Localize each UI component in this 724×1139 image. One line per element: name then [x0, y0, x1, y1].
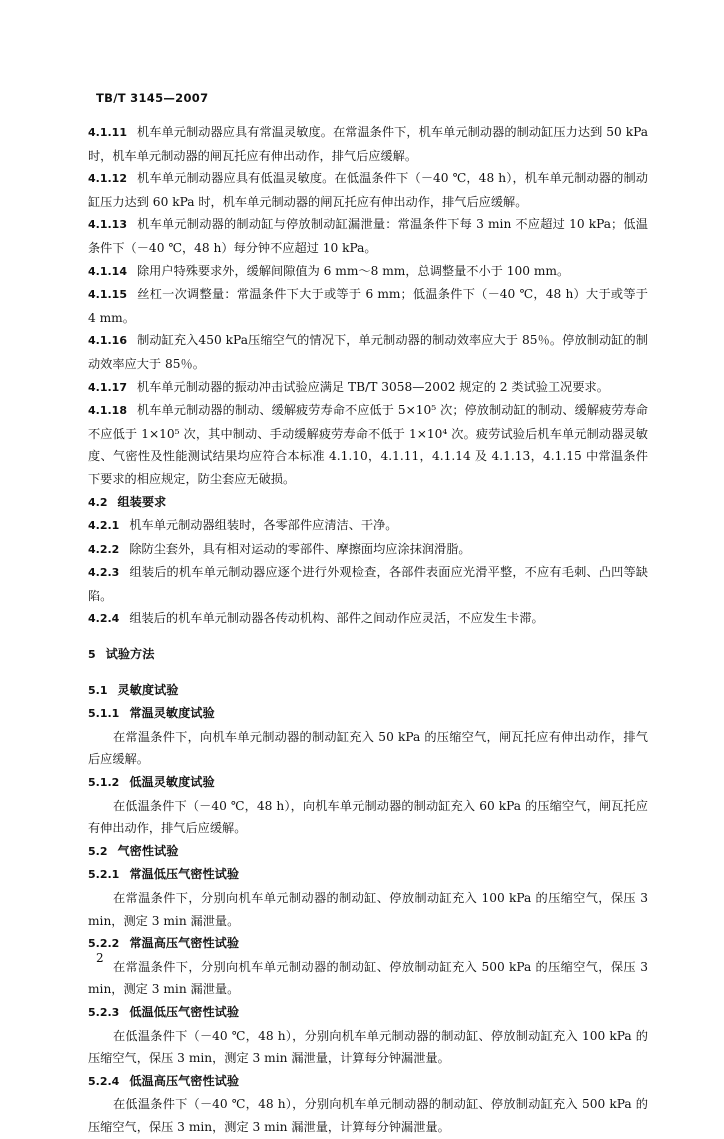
section-5-1-2-text: 在低温条件下（－40 ℃，48 h），向机车单元制动器的制动缸充入 60 kPa 的压缩空气，闸瓦托应有伸出动作，排气后应缓解。: [88, 798, 648, 836]
document-code-header: TB/T 3145—2007: [96, 91, 209, 105]
clause-text: 丝杠一次调整量：常温条件下大于或等于 6 mm；低温条件下（－40 ℃，48 h）大于或等于 4 mm。: [88, 287, 648, 325]
clause-4-1-16: [88, 329, 648, 375]
section-number: 5.2.1: [88, 868, 120, 882]
clause-number: 4.2.4: [88, 612, 120, 626]
section-5-2-3-text: 在低温条件下（－40 ℃，48 h），分别向机车单元制动器的制动缸、停放制动缸充入 100 kPa 的压缩空气，保压 3 min，测定 3 min 漏泄量，计算每分钟漏泄量。: [88, 1028, 648, 1066]
clause-4-1-13: [88, 213, 648, 259]
clause-text: 组装后的机车单元制动器各传动机构、部件之间动作应灵活，不应发生卡滞。: [129, 611, 544, 626]
clause-number: 4.1.11: [88, 126, 127, 139]
section-number: 5.2: [88, 844, 108, 858]
section-5-2-2-heading: [88, 932, 648, 956]
clause-4-1-14: [88, 260, 648, 284]
section-title: 试验方法: [105, 647, 155, 662]
section-title: 低温高压气密性试验: [129, 1073, 240, 1088]
section-number: 5.1.1: [88, 707, 120, 721]
clause-4-1-11: [88, 121, 648, 167]
clause-number: 4.1.18: [88, 404, 127, 418]
page-number: 2: [96, 951, 104, 965]
clause-text: 机车单元制动器应具有低温灵敏度。在低温条件下（－40 ℃，48 h），机车单元制动器的制动缸压力达到 60 kPa 时，机车单元制动器的闸瓦托应有伸出动作，排气后应缓解。: [88, 171, 648, 209]
clause-text: 制动缸充入450 kPa压缩空气的情况下，单元制动器的制动效率应大于 85％。停放制动缸的制动效率应大于 85％。: [88, 333, 648, 371]
clause-4-2-1: [88, 514, 648, 538]
section-number: 4.2: [88, 495, 108, 509]
section-number: 5.2.3: [88, 1005, 120, 1019]
section-title: 常温低压气密性试验: [129, 867, 240, 882]
section-5-1-heading: [88, 679, 648, 703]
clause-4-2-4: [88, 607, 648, 631]
clause-text: 除防尘套外，具有相对运动的零部件、摩擦面均应涂抹润滑脂。: [129, 541, 471, 556]
section-5-2-1-text: 在常温条件下，分别向机车单元制动器的制动缸、停放制动缸充入 100 kPa 的压缩空气，保压 3 min，测定 3 min 漏泄量。: [88, 891, 648, 928]
section-number: 5.2.2: [88, 937, 120, 951]
section-number: 5.1.2: [88, 776, 120, 790]
section-title: 气密性试验: [117, 843, 179, 858]
clause-4-1-17: [88, 376, 648, 400]
clause-text: 机车单元制动器的制动缸与停放制动缸漏泄量：常温条件下每 3 min 不应超过 10 kPa；低温条件下（－40 ℃，48 h）每分钟不应超过 10 kPa。: [88, 217, 648, 255]
clause-number: 4.1.15: [88, 288, 127, 302]
clause-number: 4.1.17: [88, 380, 127, 394]
clause-text: 机车单元制动器的制动、缓解疲劳寿命不应低于 5×10⁵ 次；停放制动缸的制动、缓解疲劳寿命不应低于 1×10⁵ 次，其中制动、手动缓解疲劳寿命不低于 1×10⁴ 次。疲劳试验后机车单元制动器灵敏度、气密性及性能测试结果均应符合本标准 4.1.10，4.1.11，4.1.14 及 4.1.13，4.1.15 中常温条件下要求的相应规定，防尘套应无破损。: [88, 403, 648, 486]
clause-number: 4.2.2: [88, 542, 120, 556]
clause-text: 机车单元制动器应具有常温灵敏度。在常温条件下，机车单元制动器的制动缸压力达到 50 kPa 时，机车单元制动器的闸瓦托应有伸出动作，排气后应缓解。: [88, 125, 648, 163]
clause-number: 4.1.12: [88, 172, 127, 186]
clause-text: 除用户特殊要求外，缓解间隙值为 6 mm～8 mm，总调整量不小于 100 mm。: [136, 263, 570, 278]
clause-4-1-12: [88, 167, 648, 213]
section-title: 低温灵敏度试验: [129, 775, 215, 790]
section-5-1-2-heading: [88, 771, 648, 795]
clause-4-1-18: [88, 399, 648, 490]
section-number: 5: [88, 648, 96, 662]
section-number: 5.1: [88, 683, 108, 697]
section-number: 5.2.4: [88, 1074, 120, 1088]
clause-4-1-15: [88, 283, 648, 329]
section-5-1-1-text: 在常温条件下，向机车单元制动器的制动缸充入 50 kPa 的压缩空气，闸瓦托应有伸出动作，排气后应缓解。: [88, 729, 648, 767]
clause-text: 组装后的机车单元制动器应逐个进行外观检查，各部件表面应光滑平整，不应有毛刺、凸凹等缺陷。: [88, 565, 648, 603]
clause-number: 4.2.1: [88, 519, 120, 533]
clause-number: 4.1.16: [88, 334, 127, 348]
section-5-2-4-text: 在低温条件下（－40 ℃，48 h），分别向机车单元制动器的制动缸、停放制动缸充入 500 kPa 的压缩空气，保压 3 min，测定 3 min 漏泄量，计算每分钟漏泄量。: [88, 1097, 648, 1134]
clause-number: 4.2.3: [88, 566, 120, 580]
section-title: 常温高压气密性试验: [129, 936, 240, 951]
section-5-2-3-heading: [88, 1001, 648, 1025]
clause-number: 4.1.14: [88, 264, 127, 278]
section-5-heading: [88, 643, 648, 667]
clause-text: 机车单元制动器的振动冲击试验应满足 TB/T 3058—2002 规定的 2 类试验工况要求。: [136, 379, 609, 394]
section-title: 常温灵敏度试验: [129, 706, 215, 721]
section-title: 组装要求: [117, 494, 167, 509]
section-4-2-heading: [88, 491, 648, 515]
section-title: 低温低压气密性试验: [129, 1004, 240, 1019]
section-5-1-1-heading: [88, 702, 648, 726]
clause-4-2-2: [88, 538, 648, 562]
document-body: [88, 121, 648, 1139]
section-5-2-4-heading: [88, 1070, 648, 1094]
section-5-2-heading: [88, 840, 648, 864]
section-5-2-1-heading: [88, 863, 648, 887]
section-5-2-2-text: 在常温条件下，分别向机车单元制动器的制动缸、停放制动缸充入 500 kPa 的压缩空气，保压 3 min，测定 3 min 漏泄量。: [88, 959, 648, 997]
clause-number: 4.1.13: [88, 218, 127, 232]
clause-4-2-3: [88, 561, 648, 607]
section-title: 灵敏度试验: [117, 682, 179, 697]
clause-text: 机车单元制动器组装时，各零部件应清洁、干净。: [129, 518, 398, 533]
